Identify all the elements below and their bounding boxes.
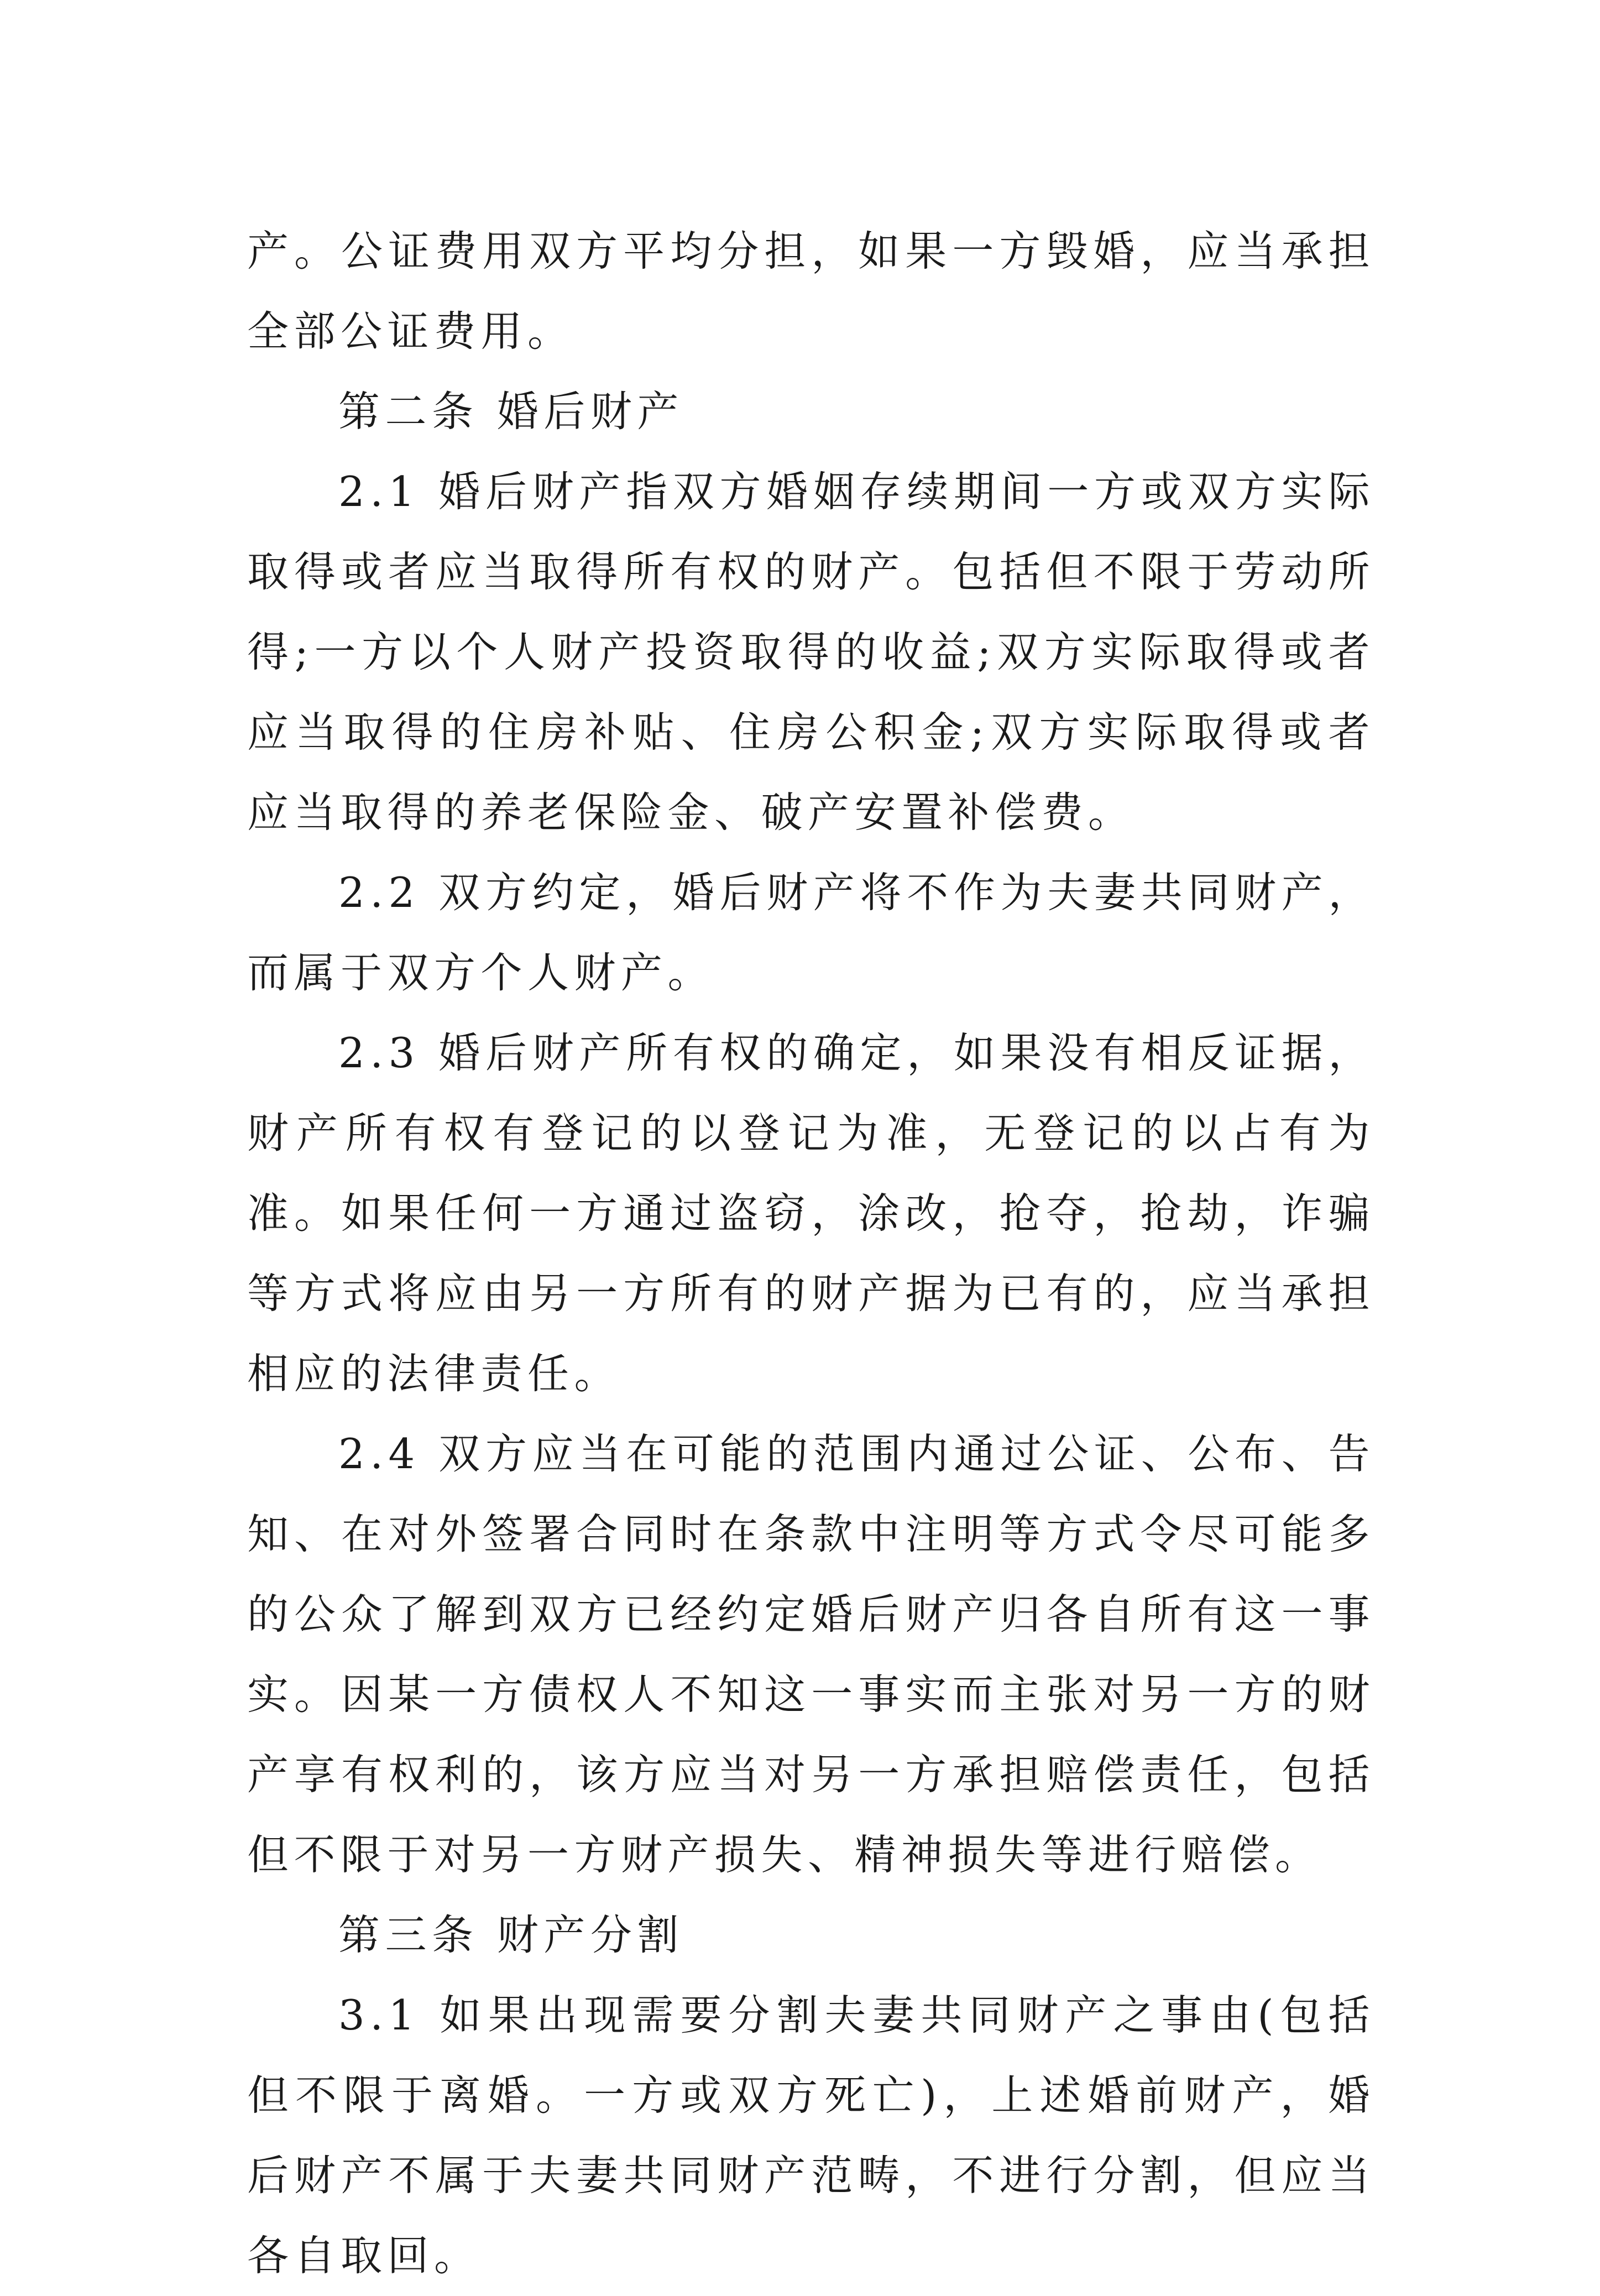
article-3-heading: 第三条 财产分割 xyxy=(338,1911,684,1959)
continued-paragraph: 产。公证费用双方平均分担，如果一方毁婚，应当承担全部公证费用。 xyxy=(247,227,1375,356)
clause-2-3: 2.3 婚后财产所有权的确定，如果没有相反证据，财产所有权有登记的以登记为准，无登记的以占有为准。如果任何一方通过盗窃，涂改，抢夺，抢劫，诈骗等方式将应由另一方所有的财产据为已有的，应当承担相应的法律责任。 xyxy=(247,1029,1375,1398)
document-body xyxy=(247,211,1375,2296)
clause-2-1: 2.1 婚后财产指双方婚姻存续期间一方或双方实际取得或者应当取得所有权的财产。包括但不限于劳动所得;一方以个人财产投资取得的收益;双方实际取得或者应当取得的住房补贴、住房公积金;双方实际取得或者应当取得的养老保险金、破产安置补偿费。 xyxy=(247,467,1375,837)
article-2-heading: 第二条 婚后财产 xyxy=(338,387,684,436)
clause-3-1: 3.1 如果出现需要分割夫妻共同财产之事由(包括但不限于离婚。一方或双方死亡)，上述婚前财产，婚后财产不属于夫妻共同财产范畴，不进行分割，但应当各自取回。 xyxy=(247,1991,1375,2280)
clause-2-4: 2.4 双方应当在可能的范围内通过公证、公布、告知、在对外签署合同时在条款中注明等方式令尽可能多的公众了解到双方已经约定婚后财产归各自所有这一事实。因某一方债权人不知这一事实而主张对另一方的财产享有权利的，该方应当对另一方承担赔偿责任，包括但不限于对另一方财产损失、精神损失等进行赔偿。 xyxy=(247,1429,1375,1879)
clause-2-2: 2.2 双方约定，婚后财产将不作为夫妻共同财产，而属于双方个人财产。 xyxy=(247,868,1375,997)
